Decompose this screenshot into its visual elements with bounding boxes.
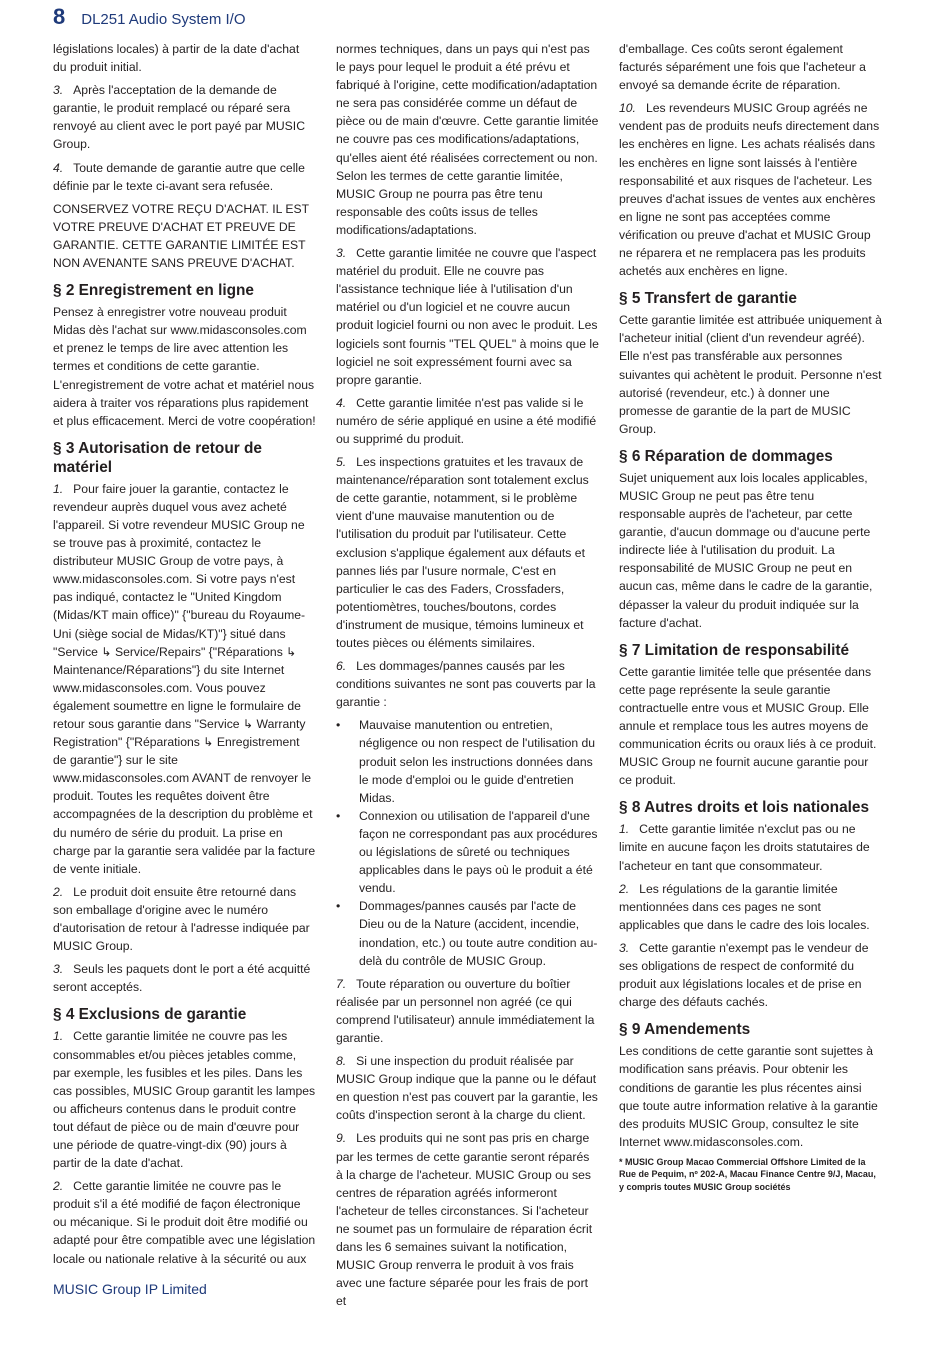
section-heading-2: § 2 Enregistrement en ligne (53, 282, 254, 300)
paragraph: Sujet uniquement aux lois locales applicables, MUSIC Group ne peut pas être tenu responsable auprès de l'acheteur, par cette garantie, d'aucun dommage ou d'aucune perte indirecte liée à l'utilisation du produit. La responsabilité de MUSIC Group ne peut en aucun cas, même dans le cadre de la garantie, dépasser la valeur du produit indiquée sur la facture d'achat. (619, 470, 873, 630)
column-2 (336, 40, 599, 1315)
section-heading-5: § 5 Transfert de garantie (619, 290, 797, 308)
numbered-paragraph: 3. Cette garantie n'exempt pas le vendeur de ses obligations de respect de conformité du produit aux législations locales et de prise en charge des défauts cachés. (619, 940, 869, 1010)
numbered-paragraph: 2. Le produit doit ensuite être retourné dans son emballage d'origine avec le numéro d'autorisation de retour à l'adresse indiquée par MUSIC Group. (53, 884, 310, 954)
paragraph: normes techniques, dans un pays qui n'est pas le pays pour lequel le produit a été prévu et fabriqué à l'origine, cette modification/adaptation ne sera pas considérée comme un défaut de pièce ou de main d'œuvre. Cette garantie limitée ne couvre pas ces modifications/adaptations, qu'elles aient été réalisées correctement ou non. Selon les termes de cette garantie limitée, MUSIC Group ne pourra pas être tenu responsable des coûts issus de telles modifications/adaptations. (336, 42, 599, 237)
paragraph: CONSERVEZ VOTRE REÇU D'ACHAT. IL EST VOTRE PREUVE D'ACHAT ET PREUVE DE GARANTIE. CETTE GARANTIE LIMITÉE EST NON AVENANTE SANS PREUVE D'ACHAT. (53, 201, 309, 271)
list-item: • Connexion ou utilisation de l'appareil d'une façon ne correspondant pas aux procédures ou législations de sûreté ou techniques applicables dans le pays où le produit a été vendu. (336, 807, 599, 897)
numbered-paragraph: 1. Cette garantie limitée ne couvre pas les consommables et/ou pièces jetables comme, par exemple, les fusibles et les piles. Dans les cas possibles, MUSIC Group garantit les lampes ou afficheurs contenus dans le produit contre tout défaut de pièce ou de main d'œuvre pour une période de quatre-vingt-dix (90) jours à partir de la date d'achat. (53, 1029, 316, 1171)
section-heading-4: § 4 Exclusions de garantie (53, 1006, 247, 1024)
numbered-paragraph: 4. Cette garantie limitée n'est pas valide si le numéro de série appliqué en usine a été modifié ou supprimé du produit. (336, 395, 597, 446)
page-header (53, 4, 246, 30)
numbered-paragraph: 1. Cette garantie limitée n'exclut pas ou ne limite en aucune façon les droits statutaires de l'acheteur en tant que consommateur. (619, 822, 870, 873)
page-footer: MUSIC Group IP Limited (53, 1281, 207, 1297)
page-number: 8 (53, 4, 66, 29)
bullet-list (336, 716, 599, 969)
footnote: * MUSIC Group Macao Commercial Offshore Limited de la Rue de Pequim, nº 202-A, Macau Finance Centre 9/J, Macau, y compris toutes MUSIC Group sociétés (619, 1156, 876, 1192)
numbered-paragraph: 4. Toute demande de garantie autre que celle définie par le texte ci-avant sera refusée. (53, 160, 305, 193)
paragraph: d'emballage. Ces coûts seront également facturés séparément une fois que l'acheteur a envoyé sa demande écrite de réparation. (619, 42, 866, 93)
paragraph: Cette garantie limitée est attribuée uniquement à l'acheteur initial (client d'un revendeur agréé). Elle n'est pas transférable aux personnes suivantes qui achètent le produit. Personne n'est autorisé (revendeur, etc.) à donner une promesse de garantie de la part de MUSIC Group. (619, 313, 882, 436)
section-heading-3: § 3 Autorisation de retour de matériel (53, 439, 262, 476)
paragraph: Cette garantie limitée telle que présentée dans cette page représente la seule garantie contractuelle entre vous et MUSIC Group. Elle annule et remplace tous les autres moyens de communication écrits ou oraux liés à ce produit. MUSIC Group ne fournit aucune garantie pour ce produit. (619, 664, 877, 788)
section-heading-8: § 8 Autres droits et lois nationales (619, 799, 870, 817)
numbered-paragraph: 8. Si une inspection du produit réalisée par MUSIC Group indique que la panne ou le défaut en question n'est pas couvert par la garantie, les coûts d'inspection seront à la charge du client. (336, 1054, 598, 1123)
numbered-paragraph: 6. Les dommages/pannes causés par les conditions suivantes ne sont pas couverts par la garantie : (336, 659, 596, 710)
paragraph: législations locales) à partir de la date d'achat du produit initial. (53, 42, 300, 75)
paragraph: Les conditions de cette garantie sont sujettes à modification sans préavis. Pour obtenir les conditions de garantie les plus récentes ainsi que toute autre information relative à la garantie des produits MUSIC Group, consultez le site Internet www.midasconsoles.com. (619, 1044, 878, 1149)
numbered-paragraph: 5. Les inspections gratuites et les travaux de maintenance/réparation sont totalement exclus de cette garantie, notamment, si le problème vient d'une mauvaise manutention ou de l'utilisation du produit par l'utilisateur. Cette exclusion s'applique également aux défauts et pannes liés par l'usure normale, C'est en particulier le cas des Faders, Crossfaders, potentiomètres, touches/boutons, cordes d'instrument de musique, témoins lumineux et toutes pièces ou éléments similaires. (336, 455, 589, 650)
section-heading-7: § 7 Limitation de responsabilité (619, 641, 850, 659)
numbered-paragraph: 2. Les régulations de la garantie limitée mentionnées dans ces pages ne sont applicables que dans le cadre des lois locales. (619, 881, 870, 932)
numbered-paragraph: 2. Cette garantie limitée ne couvre pas le produit s'il a été modifié de façon électronique ou mécanique. Si le produit doit être modifié ou adapté pour être compatible avec une législation locale ou nationale relative à la sécurité ou aux (53, 1179, 316, 1266)
numbered-paragraph: 9. Les produits qui ne sont pas pris en charge par les termes de cette garantie seront réparés à la charge de l'acheteur. MUSIC Group ou ses centres de réparation agréés informeront l'acheteur de telles circonstances. Si l'acheteur ne soumet pas un formulaire de réparation écrit dans les 6 semaines suivant la notification, MUSIC Group renverra le produit à vos frais avec une facture séparée pour les frais de port et (336, 1131, 593, 1309)
column-3 (619, 40, 882, 1198)
numbered-paragraph: 10. Les revendeurs MUSIC Group agréés ne vendent pas de produits neufs directement dans les enchères en ligne. Les achats réalisés dans les enchères en ligne sont laissés à l'entière responsabilité et aux risques de l'acheteur. Les preuves d'achat issues de ventes aux enchères en ligne ne sont pas acceptées comme vérification ou preuve d'achat et MUSIC Group ne réparera et ne remplacera pas les produits achetés aux enchères en ligne. (619, 101, 880, 279)
numbered-paragraph: 3. Cette garantie limitée ne couvre que l'aspect matériel du produit. Elle ne couvre pas l'assistance technique liée à l'utilisation d'un matériel ou d'un logiciel et ne couvre aucun produit logiciel fourni ou non avec le produit. Les logiciels sont fournis "TEL QUEL" à moins que le logiciel ne soit expressément fourni avec sa propre garantie. (336, 246, 599, 387)
section-heading-9: § 9 Amendements (619, 1021, 751, 1039)
numbered-paragraph: 7. Toute réparation ou ouverture du boîtier réalisée par un personnel non agréé (ce qui comprend l'utilisateur) annule immédiatement la garantie. (336, 976, 595, 1045)
document-title: DL251 Audio System I/O (81, 11, 246, 28)
section-heading-6: § 6 Réparation de dommages (619, 447, 833, 465)
list-item: • Dommages/pannes causés par l'acte de Dieu ou de la Nature (accident, incendie, inondation, etc.) ou toute autre condition au-delà du contrôle de MUSIC Group. (336, 897, 599, 969)
column-1 (53, 40, 316, 1273)
numbered-paragraph: 3. Seuls les paquets dont le port a été acquitté seront acceptés. (53, 962, 311, 995)
paragraph: Pensez à enregistrer votre nouveau produit Midas dès l'achat sur www.midasconsoles.com et prenez le temps de lire avec attention les termes et conditions de cette garantie. L'enregistrement de votre achat et matériel nous aidera à traiter vos réparations plus rapidement et plus efficacement. Merci de votre coopération! (53, 305, 316, 428)
list-item: • Mauvaise manutention ou entretien, négligence ou non respect de l'utilisation du produit selon les instructions données dans le mode d'emploi ou le guide d'entretien Midas. (336, 716, 599, 806)
numbered-paragraph: 3. Après l'acceptation de la demande de garantie, le produit remplacé ou réparé sera renvoyé au client avec le port payé par MUSIC Group. (53, 83, 305, 152)
numbered-paragraph: 1. Pour faire jouer la garantie, contactez le revendeur auprès duquel vous avez acheté l'appareil. Si votre revendeur MUSIC Group ne se trouve pas à proximité, contactez le distributeur MUSIC Group de votre pays, à www.midasconsoles.com. Si votre pays n'est pas indiqué, contactez le "United Kingdom (Midas/KT main office)" {"bureau du Royaume-Uni (siège social de Midas/KT)"} situé dans "Service ↳ Service/Repairs" {"Réparations ↳ Maintenance/Réparations"} du site Internet www.midasconsoles.com. Vous pouvez également soumettre en ligne le formulaire de retour sous garantie dans "Service ↳ Warranty Registration" {"Réparations ↳ Enregistrement de garantie"} sur le site www.midasconsoles.com AVANT de renvoyer le produit. Toutes les requêtes doivent être accompagnées de la description du problème et du numéro de série du produit. La prise en charge par la garantie sera validée par la facture de vente initiale. (53, 481, 316, 876)
